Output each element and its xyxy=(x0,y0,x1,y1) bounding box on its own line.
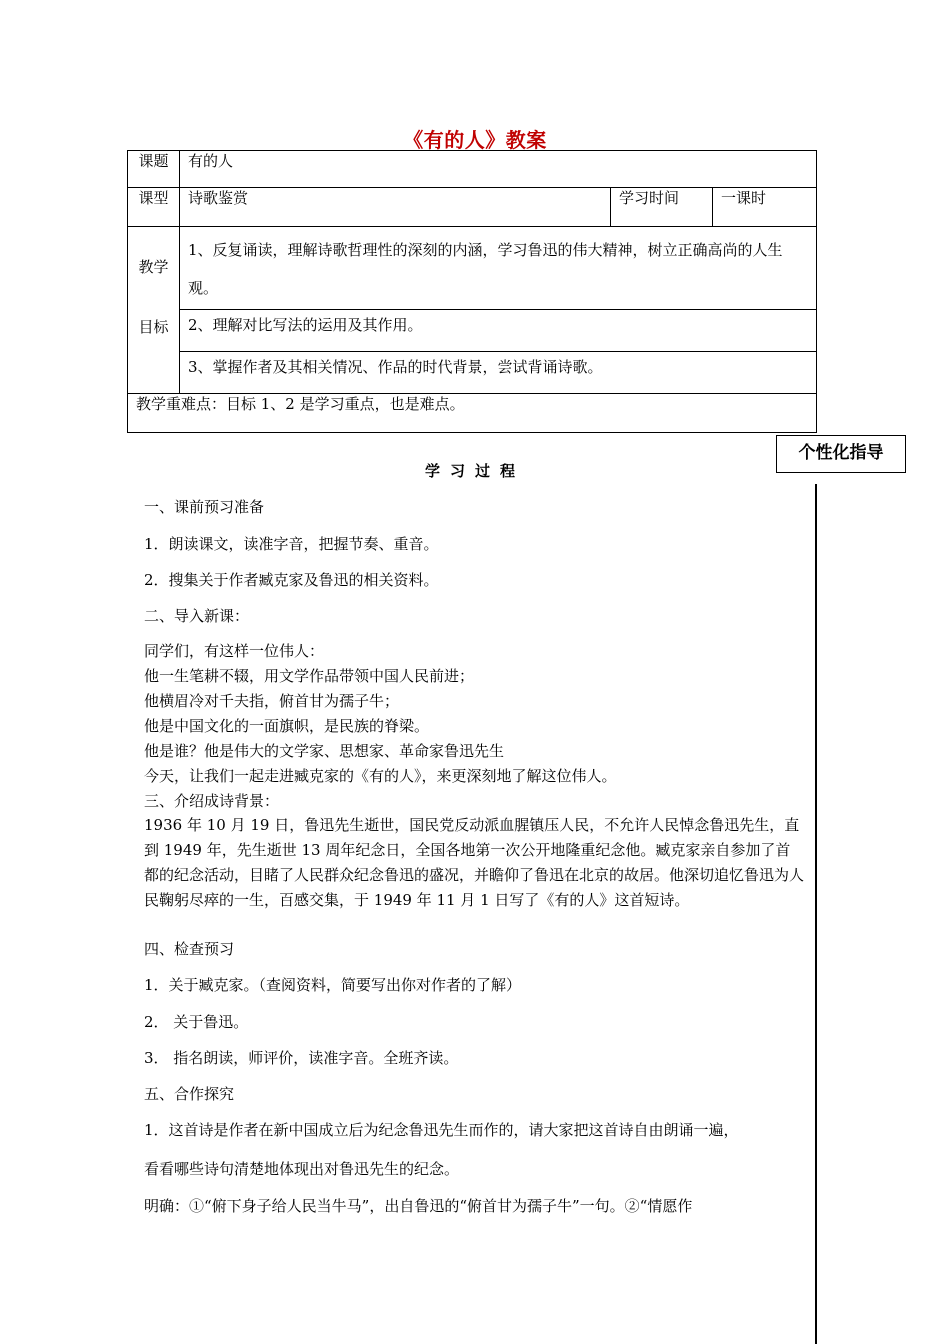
section-5-answer: 明确：①“俯下身子给人民当牛马”，出自鲁迅的“俯首甘为孺子牛”一句。②“情愿作 xyxy=(144,1197,693,1215)
section-5-heading: 五、合作探究 xyxy=(144,1085,235,1103)
intro-line: 他是中国文化的一面旗帜，是民族的脊梁。 xyxy=(144,717,430,735)
key-points: 教学重难点：目标 1、2 是学习重点，也是难点。 xyxy=(128,394,817,433)
goal-label-line2: 目标 xyxy=(138,318,169,336)
section-2-heading: 二、导入新课： xyxy=(144,607,250,625)
section-4-item-3: 3． 指名朗读，师评价，读准字音。全班齐读。 xyxy=(144,1049,459,1067)
section-1-item-1: 1．朗读课文，读准字音，把握节奏、重音。 xyxy=(144,535,439,553)
personal-guide-box: 个性化指导 xyxy=(776,435,906,473)
section-3-heading: 三、介绍成诗背景： xyxy=(144,792,280,810)
intro-line: 他一生笔耕不辍，用文学作品带领中国人民前进； xyxy=(144,667,475,685)
section-4-item-2: 2． 关于鲁迅。 xyxy=(144,1013,249,1031)
background-paragraph: 1936 年 10 月 19 日，鲁迅先生逝世，国民党反动派血腥镇压人民，不允许人民悼念鲁迅先生，直到 1949 年，先生逝世 13 周年纪念日，全国各地第一次公开地隆重纪念他。臧克家亲自参加了首都的纪念活动，目睹了人民群众纪念鲁迅的盛况，并瞻仰了鲁迅在北京的故居。他深切追忆鲁迅为人民鞠躬尽瘁的一生，百感交集，于 1949 年 11 月 1 日写了《有的人》这首短诗。 xyxy=(144,816,805,909)
section-5-item-1: 1．这首诗是作者在新中国成立后为纪念鲁迅先生而作的，请大家把这首诗自由朗诵一遍， xyxy=(144,1121,739,1139)
goal-item-2: 2、理解对比写法的运用及其作用。 xyxy=(180,310,817,352)
type-label: 课型 xyxy=(128,188,180,227)
intro-line: 他横眉冷对千夫指，俯首甘为孺子牛； xyxy=(144,692,400,710)
goal-label-line1: 教学 xyxy=(138,258,169,276)
type-value: 诗歌鉴赏 xyxy=(180,188,611,227)
topic-value: 有的人 xyxy=(180,151,817,188)
section-4-heading: 四、检查预习 xyxy=(144,940,235,958)
intro-line: 他是谁？他是伟大的文学家、思想家、革命家鲁迅先生 xyxy=(144,742,505,760)
intro-line: 同学们，有这样一位伟人： xyxy=(144,642,325,660)
section-1-item-2: 2．搜集关于作者臧克家及鲁迅的相关资料。 xyxy=(144,571,439,589)
section-1-heading: 一、课前预习准备 xyxy=(144,498,265,516)
section-4-item-1: 1．关于臧克家。（查阅资料，简要写出你对作者的了解） xyxy=(144,976,522,994)
lesson-info-table xyxy=(127,150,817,433)
time-label: 学习时间 xyxy=(611,188,713,227)
guide-column-divider xyxy=(815,484,817,1344)
time-value: 一课时 xyxy=(713,188,817,227)
intro-line: 今天，让我们一起走进臧克家的《有的人》，来更深刻地了解这位伟人。 xyxy=(144,767,617,785)
process-title: 学习过程 xyxy=(424,462,525,480)
section-5-item-1-cont: 看看哪些诗句清楚地体现出对鲁迅先生的纪念。 xyxy=(144,1160,460,1178)
goal-item-3: 3、掌握作者及其相关情况、作品的时代背景，尝试背诵诗歌。 xyxy=(180,352,817,394)
goal-label-cell xyxy=(128,227,180,394)
document-title: 《有的人》教案 xyxy=(403,128,547,152)
goal-item-1: 1、反复诵读，理解诗歌哲理性的深刻的内涵，学习鲁迅的伟大精神，树立正确高尚的人生观。 xyxy=(180,227,817,310)
topic-label: 课题 xyxy=(128,151,180,188)
